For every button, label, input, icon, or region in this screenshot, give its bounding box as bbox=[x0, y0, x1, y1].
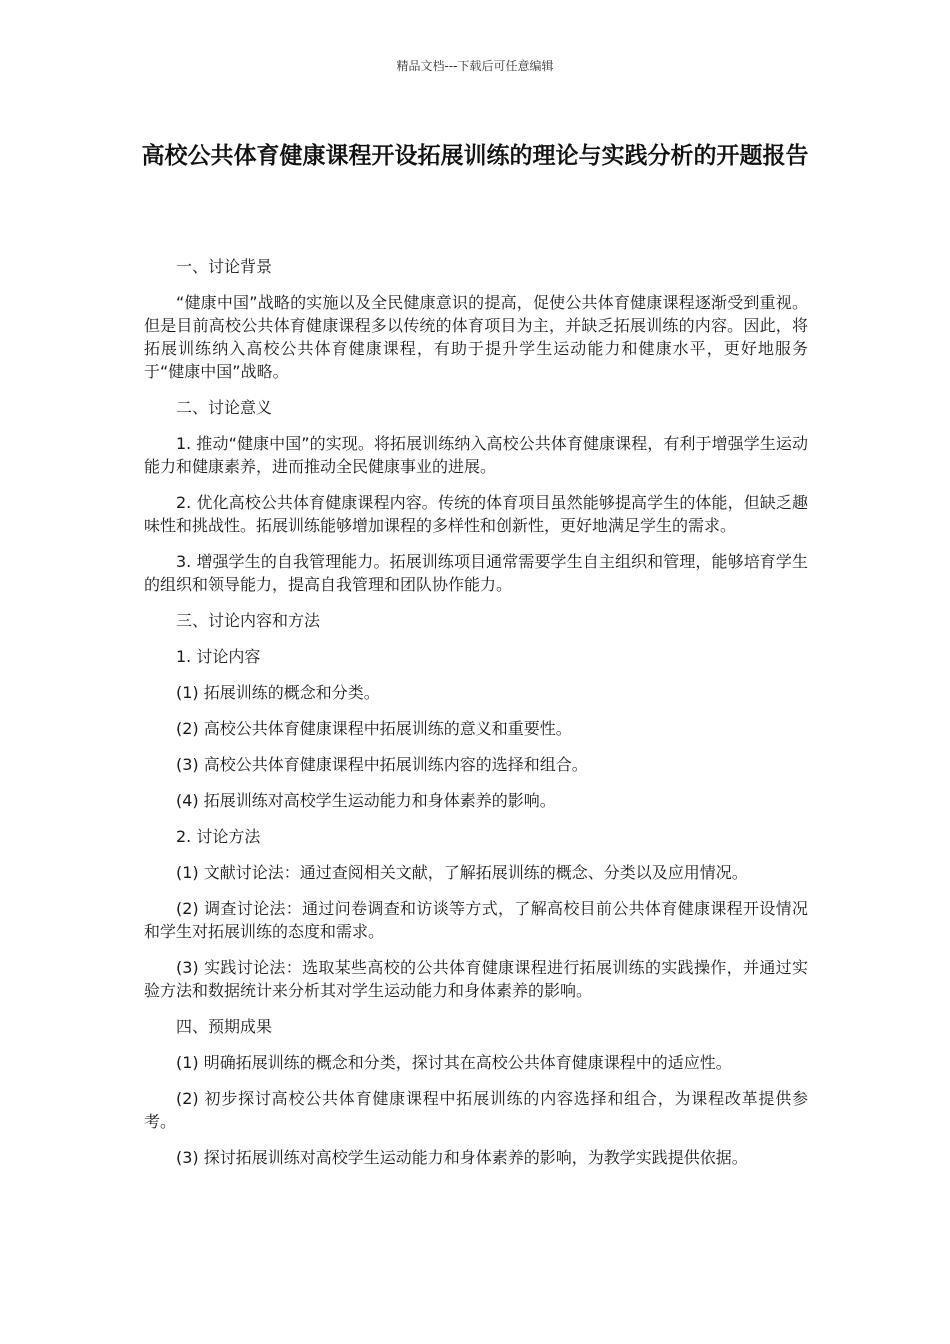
list-item-method-3: (3) 实践讨论法：选取某些高校的公共体育健康课程进行拓展训练的实践操作，并通过实验方法和数据统计来分析其对学生运动能力和身体素养的影响。 bbox=[144, 958, 808, 1000]
list-item-method-1: (1) 文献讨论法：通过查阅相关文献，了解拓展训练的概念、分类以及应用情况。 bbox=[176, 863, 748, 882]
subheading-methods: 2. 讨论方法 bbox=[176, 827, 261, 846]
list-item-content-1: (1) 拓展训练的概念和分类。 bbox=[176, 683, 380, 702]
subheading-content: 1. 讨论内容 bbox=[176, 647, 261, 666]
document-title: 高校公共体育健康课程开设拓展训练的理论与实践分析的开题报告 bbox=[141, 143, 809, 169]
list-item-method-2: (2) 调查讨论法：通过问卷调查和访谈等方式，了解高校目前公共体育健康课程开设情况和学生对拓展训练的态度和需求。 bbox=[144, 899, 808, 941]
paragraph-significance-3: 3. 增强学生的自我管理能力。拓展训练项目通常需要学生自主组织和管理，能够培育学生的组织和领导能力，提高自我管理和团队协作能力。 bbox=[144, 552, 808, 594]
section-heading-outcomes: 四、预期成果 bbox=[176, 1017, 273, 1036]
list-item-outcome-2: (2) 初步探讨高校公共体育健康课程中拓展训练的内容选择和组合，为课程改革提供参考。 bbox=[144, 1089, 808, 1131]
section-heading-background: 一、讨论背景 bbox=[176, 257, 273, 276]
section-heading-significance: 二、讨论意义 bbox=[176, 398, 273, 417]
header-note: 精品文档---下载后可任意编辑 bbox=[396, 59, 554, 73]
section-heading-content-methods: 三、讨论内容和方法 bbox=[176, 611, 321, 630]
list-item-content-2: (2) 高校公共体育健康课程中拓展训练的意义和重要性。 bbox=[176, 719, 572, 738]
list-item-outcome-1: (1) 明确拓展训练的概念和分类，探讨其在高校公共体育健康课程中的适应性。 bbox=[176, 1053, 732, 1072]
paragraph-significance-1: 1. 推动“健康中国”的实现。将拓展训练纳入高校公共体育健康课程，有利于增强学生运动能力和健康素养，进而推动全民健康事业的进展。 bbox=[144, 434, 808, 476]
list-item-content-3: (3) 高校公共体育健康课程中拓展训练内容的选择和组合。 bbox=[176, 755, 588, 774]
paragraph-background: “健康中国”战略的实施以及全民健康意识的提高，促使公共体育健康课程逐渐受到重视。但是目前高校公共体育健康课程多以传统的体育项目为主，并缺乏拓展训练的内容。因此，将拓展训练纳入高校公共体育健康课程，有助于提升学生运动能力和健康水平，更好地服务于“健康中国”战略。 bbox=[144, 293, 808, 381]
list-item-content-4: (4) 拓展训练对高校学生运动能力和身体素养的影响。 bbox=[176, 791, 556, 810]
list-item-outcome-3: (3) 探讨拓展训练对高校学生运动能力和身体素养的影响，为教学实践提供依据。 bbox=[176, 1148, 748, 1167]
document-body bbox=[144, 255, 808, 1182]
paragraph-significance-2: 2. 优化高校公共体育健康课程内容。传统的体育项目虽然能够提高学生的体能，但缺乏趣味性和挑战性。拓展训练能够增加课程的多样性和创新性，更好地满足学生的需求。 bbox=[144, 493, 808, 535]
